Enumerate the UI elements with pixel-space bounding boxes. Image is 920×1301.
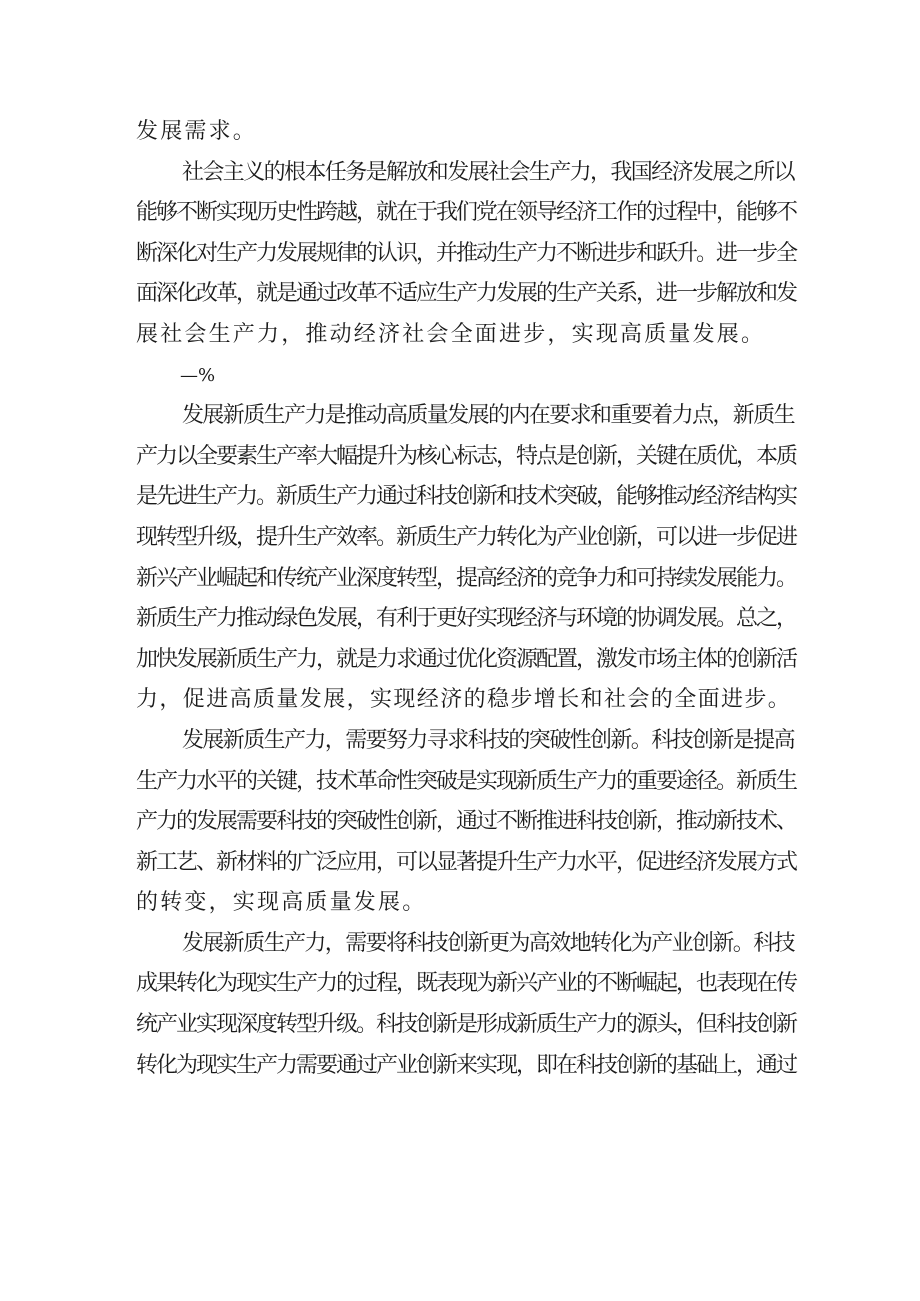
text-line: 发展新质生产力是推动高质量发展的内在要求和重要着力点，新质生 — [182, 403, 795, 429]
text-line: 产力以全要素生产率大幅提升为核心标志，特点是创新，关键在质优，本质 — [136, 443, 797, 469]
document-body — [136, 112, 796, 1086]
text-line: 展社会生产力，推动经济社会全面进步，实现高质量发展。 — [136, 321, 766, 347]
section-marker: —% — [180, 364, 216, 386]
text-line: 新兴产业崛起和传统产业深度转型，提高经济的竞争力和可持续发展能力。 — [136, 565, 797, 591]
text-line: 加快发展新质生产力，就是力求通过优化资源配置，激发市场主体的创新活 — [136, 646, 797, 672]
text-line: 产力的发展需要科技的突破性创新，通过不断推进科技创新，推动新技术、 — [136, 809, 797, 835]
text-line: 社会主义的根本任务是解放和发展社会生产力，我国经济发展之所以 — [182, 159, 795, 185]
text-line: 面深化改革，就是通过改革不适应生产力发展的生产关系，进一步解放和发 — [136, 281, 797, 307]
text-line: 断深化对生产力发展规律的认识，并推动生产力不断进步和跃升。进一步全 — [136, 240, 797, 266]
text-line: 发展新质生产力，需要努力寻求科技的突破性创新。科技创新是提高 — [182, 727, 795, 753]
text-line: 能够不断实现历史性跨越，就在于我们党在领导经济工作的过程中，能够不 — [136, 200, 797, 226]
text-line: 新质生产力推动绿色发展，有利于更好实现经济与环境的协调发展。总之， — [136, 606, 797, 632]
text-line: 发展新质生产力，需要将科技创新更为高效地转化为产业创新。科技 — [182, 930, 795, 956]
text-line: 是先进生产力。新质生产力通过科技创新和技术突破，能够推动经济结构实 — [136, 484, 797, 510]
text-line: 新工艺、新材料的广泛应用，可以显著提升生产力水平，促进经济发展方式 — [136, 849, 797, 875]
text-line: 现转型升级，提升生产效率。新质生产力转化为产业创新，可以进一步促进 — [136, 524, 797, 550]
text-line: 的转变，实现高质量发展。 — [136, 890, 427, 916]
text-line: 发展需求。 — [136, 119, 258, 144]
text-line: 生产力水平的关键，技术革命性突破是实现新质生产力的重要途径。新质生 — [136, 768, 797, 794]
text-line: 统产业实现深度转型升级。科技创新是形成新质生产力的源头，但科技创新 — [136, 1012, 797, 1038]
text-line: 力，促进高质量发展，实现经济的稳步增长和社会的全面进步。 — [136, 687, 792, 713]
text-line: 成果转化为现实生产力的过程，既表现为新兴产业的不断崛起，也表现在传 — [136, 971, 797, 997]
text-line: 转化为现实生产力需要通过产业创新来实现，即在科技创新的基础上，通过 — [136, 1052, 797, 1078]
